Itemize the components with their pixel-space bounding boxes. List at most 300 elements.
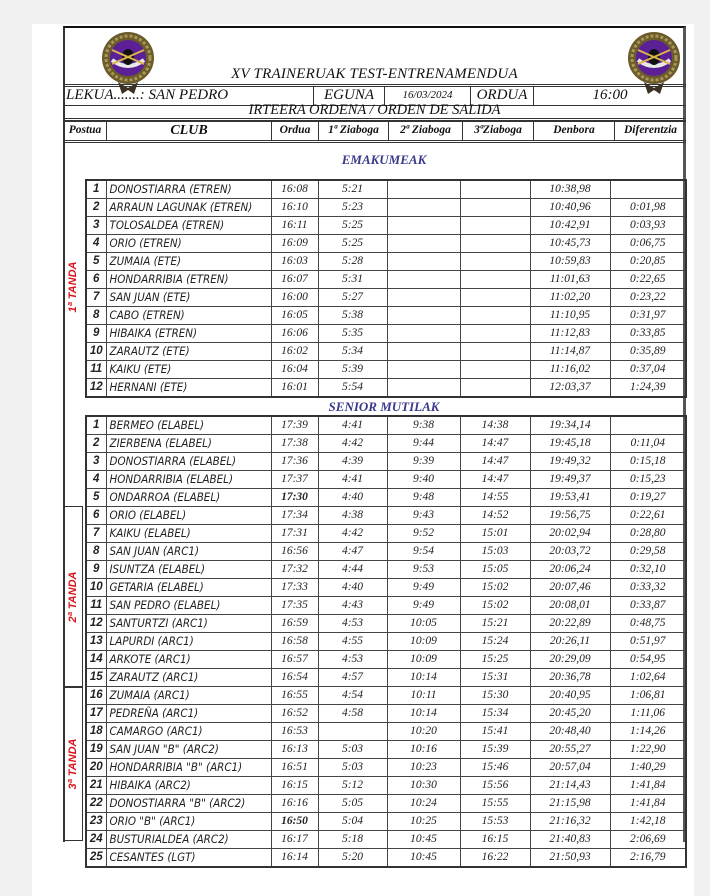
position-cell: 1 (86, 416, 106, 435)
club-cell: ARRAUN LAGUNAK (ETREN) (106, 199, 271, 217)
ziaboga-3-cell: 14:38 (460, 416, 530, 435)
denbora-cell: 11:12,83 (530, 325, 610, 343)
ziaboga-3-cell (460, 199, 530, 217)
position-cell: 6 (86, 271, 106, 289)
ziaboga-1-cell: 4:44 (318, 561, 387, 579)
diferentzia-cell (610, 416, 686, 435)
ziaboga-1-cell: 4:53 (318, 615, 387, 633)
ziaboga-1-cell: 4:55 (318, 633, 387, 651)
diferentzia-cell: 0:20,85 (610, 253, 686, 271)
diferentzia-cell (610, 180, 686, 199)
start-time-cell: 17:31 (271, 525, 318, 543)
ziaboga-2-cell (387, 199, 460, 217)
ziaboga-1-cell: 5:23 (318, 199, 387, 217)
diferentzia-cell: 0:37,04 (610, 361, 686, 379)
club-cell: HONDARRIBIA (ELABEL) (106, 471, 271, 489)
table-row (86, 343, 686, 361)
col-header-postua: Postua (68, 124, 102, 136)
diferentzia-cell: 1:41,84 (610, 795, 686, 813)
ziaboga-2-cell: 10:30 (387, 777, 460, 795)
ziaboga-2-cell: 9:48 (387, 489, 460, 507)
ziaboga-2-cell (387, 379, 460, 398)
position-cell: 3 (86, 453, 106, 471)
ziaboga-3-cell (460, 289, 530, 307)
start-time-cell: 16:56 (271, 543, 318, 561)
ziaboga-3-cell: 15:31 (460, 669, 530, 687)
position-cell: 25 (86, 849, 106, 868)
start-time-cell: 16:09 (271, 235, 318, 253)
ziaboga-1-cell: 4:53 (318, 651, 387, 669)
club-cell: GETARIA (ELABEL) (106, 579, 271, 597)
club-cell: ZARAUTZ (ARC1) (106, 669, 271, 687)
denbora-cell: 19:53,41 (530, 489, 610, 507)
ziaboga-3-cell (460, 379, 530, 398)
ziaboga-2-cell (387, 361, 460, 379)
table-row (86, 759, 686, 777)
table-row (86, 669, 686, 687)
ziaboga-2-cell: 10:14 (387, 705, 460, 723)
position-cell: 14 (86, 651, 106, 669)
denbora-cell: 20:07,46 (530, 579, 610, 597)
table-row (86, 271, 686, 289)
ziaboga-1-cell: 5:03 (318, 741, 387, 759)
club-cell: ORIO (ETREN) (106, 235, 271, 253)
ziaboga-1-cell: 5:21 (318, 180, 387, 199)
position-cell: 13 (86, 633, 106, 651)
ziaboga-1-cell: 5:38 (318, 307, 387, 325)
denbora-cell: 10:45,73 (530, 235, 610, 253)
club-cell: BUSTURIALDEA (ARC2) (106, 831, 271, 849)
ziaboga-2-cell: 10:05 (387, 615, 460, 633)
ziaboga-2-cell: 10:24 (387, 795, 460, 813)
position-cell: 20 (86, 759, 106, 777)
start-time-cell: 16:07 (271, 271, 318, 289)
position-cell: 16 (86, 687, 106, 705)
start-time-cell: 16:13 (271, 741, 318, 759)
ziaboga-3-cell: 15:56 (460, 777, 530, 795)
position-cell: 6 (86, 507, 106, 525)
ziaboga-2-cell (387, 325, 460, 343)
club-cell: HONDARRIBIA (ETREN) (106, 271, 271, 289)
ziaboga-1-cell: 5:35 (318, 325, 387, 343)
position-cell: 11 (86, 597, 106, 615)
tanda-2-group (63, 506, 83, 687)
club-cell: SAN JUAN "B" (ARC2) (106, 741, 271, 759)
position-cell: 10 (86, 343, 106, 361)
denbora-cell: 20:03,72 (530, 543, 610, 561)
club-cell: CESANTES (LGT) (106, 849, 271, 868)
start-time-cell: 16:10 (271, 199, 318, 217)
ziaboga-2-cell: 10:20 (387, 723, 460, 741)
club-cell: ZUMAIA (ETE) (106, 253, 271, 271)
diferentzia-cell: 1:14,26 (610, 723, 686, 741)
position-cell: 10 (86, 579, 106, 597)
ziaboga-1-cell: 4:54 (318, 687, 387, 705)
position-cell: 17 (86, 705, 106, 723)
diferentzia-cell: 1:11,06 (610, 705, 686, 723)
diferentzia-cell: 0:54,95 (610, 651, 686, 669)
ziaboga-2-cell: 10:45 (387, 849, 460, 868)
start-time-cell: 16:57 (271, 651, 318, 669)
results-table-senior-mutilak (85, 415, 687, 868)
ziaboga-2-cell: 9:43 (387, 507, 460, 525)
position-cell: 5 (86, 253, 106, 271)
denbora-cell: 10:38,98 (530, 180, 610, 199)
denbora-cell: 19:49,37 (530, 471, 610, 489)
ziaboga-2-cell: 10:11 (387, 687, 460, 705)
position-cell: 18 (86, 723, 106, 741)
ziaboga-3-cell (460, 217, 530, 235)
ziaboga-1-cell: 5:20 (318, 849, 387, 868)
ordua-label: ORDUA (476, 87, 528, 103)
denbora-cell: 21:50,93 (530, 849, 610, 868)
start-time-cell: 17:37 (271, 471, 318, 489)
results-table-emakumeak (85, 179, 687, 398)
tanda-3-group (63, 687, 83, 841)
denbora-cell: 10:40,96 (530, 199, 610, 217)
position-cell: 12 (86, 379, 106, 398)
ziaboga-2-cell: 10:25 (387, 813, 460, 831)
col-header-diferentzia: Diferentzia (623, 124, 678, 136)
ziaboga-1-cell: 4:43 (318, 597, 387, 615)
table-row (86, 543, 686, 561)
position-cell: 7 (86, 525, 106, 543)
table-row (86, 723, 686, 741)
position-cell: 4 (86, 471, 106, 489)
denbora-cell: 20:36,78 (530, 669, 610, 687)
ziaboga-3-cell: 14:52 (460, 507, 530, 525)
denbora-cell: 11:02,20 (530, 289, 610, 307)
ziaboga-3-cell (460, 180, 530, 199)
start-time: 16:00 (592, 87, 628, 103)
club-cell: CABO (ETREN) (106, 307, 271, 325)
club-cell: ORIO "B" (ARC1) (106, 813, 271, 831)
diferentzia-cell: 0:28,80 (610, 525, 686, 543)
start-time-cell: 17:30 (271, 489, 318, 507)
table-row (86, 289, 686, 307)
club-cell: LAPURDI (ARC1) (106, 633, 271, 651)
ziaboga-2-cell: 9:49 (387, 579, 460, 597)
ziaboga-2-cell: 9:44 (387, 435, 460, 453)
table-row (86, 741, 686, 759)
table-row (86, 199, 686, 217)
ziaboga-2-cell (387, 180, 460, 199)
ziaboga-1-cell: 4:57 (318, 669, 387, 687)
diferentzia-cell: 0:33,85 (610, 325, 686, 343)
ziaboga-2-cell (387, 289, 460, 307)
denbora-cell: 21:14,43 (530, 777, 610, 795)
ziaboga-2-cell (387, 253, 460, 271)
ziaboga-1-cell: 5:34 (318, 343, 387, 361)
ziaboga-2-cell: 9:53 (387, 561, 460, 579)
table-row (86, 489, 686, 507)
start-time-cell: 16:51 (271, 759, 318, 777)
ziaboga-1-cell: 5:25 (318, 235, 387, 253)
club-cell: ZUMAIA (ARC1) (106, 687, 271, 705)
position-cell: 3 (86, 217, 106, 235)
club-cell: BERMEO (ELABEL) (106, 416, 271, 435)
ziaboga-2-cell: 10:16 (387, 741, 460, 759)
table-row (86, 217, 686, 235)
ziaboga-1-cell: 5:03 (318, 759, 387, 777)
start-time-cell: 16:55 (271, 687, 318, 705)
table-row (86, 651, 686, 669)
table-row (86, 597, 686, 615)
diferentzia-cell: 1:06,81 (610, 687, 686, 705)
diferentzia-cell: 0:01,98 (610, 199, 686, 217)
ziaboga-1-cell: 4:42 (318, 525, 387, 543)
ziaboga-1-cell: 4:58 (318, 705, 387, 723)
table-row (86, 777, 686, 795)
position-cell: 2 (86, 199, 106, 217)
ziaboga-2-cell (387, 235, 460, 253)
ziaboga-3-cell: 15:25 (460, 651, 530, 669)
start-time-cell: 16:04 (271, 361, 318, 379)
ziaboga-3-cell: 15:55 (460, 795, 530, 813)
denbora-cell: 21:15,98 (530, 795, 610, 813)
ziaboga-2-cell (387, 271, 460, 289)
diferentzia-cell: 1:22,90 (610, 741, 686, 759)
denbora-cell: 19:45,18 (530, 435, 610, 453)
diferentzia-cell: 0:22,61 (610, 507, 686, 525)
tanda-3-label: 3ª TANDA (66, 738, 79, 790)
subtitle: IRTEERA ORDENA / ORDEN DE SALIDA (248, 102, 501, 118)
ziaboga-1-cell: 4:39 (318, 453, 387, 471)
ziaboga-3-cell: 15:02 (460, 579, 530, 597)
start-time-cell: 16:11 (271, 217, 318, 235)
ziaboga-1-cell: 5:31 (318, 271, 387, 289)
ziaboga-2-cell: 10:23 (387, 759, 460, 777)
position-cell: 21 (86, 777, 106, 795)
denbora-cell: 20:48,40 (530, 723, 610, 741)
start-time-cell: 16:53 (271, 723, 318, 741)
diferentzia-cell: 0:22,65 (610, 271, 686, 289)
section-title-senior-mutilak: SENIOR MUTILAK (328, 399, 440, 414)
diferentzia-cell: 0:32,10 (610, 561, 686, 579)
table-row (86, 705, 686, 723)
lekua-location: LEKUA.......: SAN PEDRO (66, 87, 229, 103)
table-row (86, 453, 686, 471)
ziaboga-3-cell: 14:47 (460, 453, 530, 471)
divider (63, 84, 686, 85)
start-time-cell: 16:52 (271, 705, 318, 723)
ziaboga-1-cell: 5:39 (318, 361, 387, 379)
denbora-cell: 20:26,11 (530, 633, 610, 651)
diferentzia-cell: 1:42,18 (610, 813, 686, 831)
ziaboga-1-cell: 4:40 (318, 579, 387, 597)
diferentzia-cell: 0:33,32 (610, 579, 686, 597)
club-cell: DONOSTIARRA (ETREN) (106, 180, 271, 199)
table-row (86, 471, 686, 489)
club-cell: HIBAIKA (ETREN) (106, 325, 271, 343)
diferentzia-cell: 2:06,69 (610, 831, 686, 849)
denbora-cell: 11:14,87 (530, 343, 610, 361)
denbora-cell: 20:29,09 (530, 651, 610, 669)
diferentzia-cell: 0:48,75 (610, 615, 686, 633)
club-cell: SAN JUAN (ARC1) (106, 543, 271, 561)
denbora-cell: 10:59,83 (530, 253, 610, 271)
col-header-ziaboga-3: 3ªZiaboga (474, 124, 522, 136)
ziaboga-1-cell: 5:18 (318, 831, 387, 849)
ziaboga-2-cell (387, 217, 460, 235)
ziaboga-1-cell: 4:41 (318, 416, 387, 435)
ziaboga-3-cell: 15:24 (460, 633, 530, 651)
ziaboga-3-cell: 15:53 (460, 813, 530, 831)
start-time-cell: 16:00 (271, 289, 318, 307)
position-cell: 9 (86, 561, 106, 579)
diferentzia-cell: 1:40,29 (610, 759, 686, 777)
denbora-cell: 11:01,63 (530, 271, 610, 289)
col-header-ziaboga-1: 1ª Ziaboga (328, 124, 379, 136)
table-row (86, 253, 686, 271)
start-time-cell: 16:16 (271, 795, 318, 813)
tanda-1-label: 1ª TANDA (67, 261, 79, 312)
denbora-cell: 11:10,95 (530, 307, 610, 325)
start-time-cell: 16:54 (271, 669, 318, 687)
ziaboga-3-cell: 15:05 (460, 561, 530, 579)
denbora-cell: 20:55,27 (530, 741, 610, 759)
ziaboga-2-cell: 10:14 (387, 669, 460, 687)
denbora-cell: 19:56,75 (530, 507, 610, 525)
club-cell: ZARAUTZ (ETE) (106, 343, 271, 361)
ziaboga-2-cell: 9:39 (387, 453, 460, 471)
diferentzia-cell: 0:03,93 (610, 217, 686, 235)
col-header-denbora: Denbora (553, 124, 595, 136)
position-cell: 1 (86, 180, 106, 199)
denbora-cell: 20:22,89 (530, 615, 610, 633)
ziaboga-2-cell (387, 307, 460, 325)
ziaboga-1-cell: 5:25 (318, 217, 387, 235)
table-row (86, 795, 686, 813)
diferentzia-cell: 0:11,04 (610, 435, 686, 453)
ziaboga-3-cell (460, 361, 530, 379)
diferentzia-cell: 0:33,87 (610, 597, 686, 615)
start-time-cell: 17:36 (271, 453, 318, 471)
table-row (86, 831, 686, 849)
club-cell: ORIO (ELABEL) (106, 507, 271, 525)
denbora-cell: 20:40,95 (530, 687, 610, 705)
ziaboga-2-cell: 9:52 (387, 525, 460, 543)
start-time-cell: 16:08 (271, 180, 318, 199)
ziaboga-3-cell: 15:34 (460, 705, 530, 723)
ziaboga-1-cell: 5:54 (318, 379, 387, 398)
position-cell: 9 (86, 325, 106, 343)
start-time-cell: 17:34 (271, 507, 318, 525)
table-row (86, 579, 686, 597)
position-cell: 4 (86, 235, 106, 253)
ziaboga-1-cell: 5:27 (318, 289, 387, 307)
position-cell: 5 (86, 489, 106, 507)
club-cell: ZIERBENA (ELABEL) (106, 435, 271, 453)
club-cell: HONDARRIBIA "B" (ARC1) (106, 759, 271, 777)
table-row (86, 813, 686, 831)
ziaboga-1-cell: 5:04 (318, 813, 387, 831)
club-cell: KAIKU (ETE) (106, 361, 271, 379)
ziaboga-1-cell: 5:05 (318, 795, 387, 813)
denbora-cell: 21:40,83 (530, 831, 610, 849)
ziaboga-3-cell (460, 253, 530, 271)
start-time-cell: 17:33 (271, 579, 318, 597)
start-time-cell: 16:15 (271, 777, 318, 795)
table-row (86, 379, 686, 398)
club-cell: SAN PEDRO (ELABEL) (106, 597, 271, 615)
ziaboga-3-cell: 15:21 (460, 615, 530, 633)
diferentzia-cell: 1:24,39 (610, 379, 686, 398)
club-cell: DONOSTIARRA "B" (ARC2) (106, 795, 271, 813)
eguna-label: EGUNA (324, 87, 374, 103)
ziaboga-3-cell: 15:03 (460, 543, 530, 561)
position-cell: 8 (86, 543, 106, 561)
table-row (86, 615, 686, 633)
diferentzia-cell: 0:06,75 (610, 235, 686, 253)
denbora-cell: 11:16,02 (530, 361, 610, 379)
ziaboga-1-cell: 4:41 (318, 471, 387, 489)
position-cell: 11 (86, 361, 106, 379)
club-cell: HERNANI (ETE) (106, 379, 271, 398)
ziaboga-3-cell: 14:55 (460, 489, 530, 507)
ziaboga-3-cell: 14:47 (460, 435, 530, 453)
ziaboga-2-cell: 10:45 (387, 831, 460, 849)
club-cell: SAN JUAN (ETE) (106, 289, 271, 307)
position-cell: 7 (86, 289, 106, 307)
start-time-cell: 16:50 (271, 813, 318, 831)
position-cell: 24 (86, 831, 106, 849)
ziaboga-2-cell: 9:40 (387, 471, 460, 489)
diferentzia-cell: 0:23,22 (610, 289, 686, 307)
ziaboga-2-cell: 9:38 (387, 416, 460, 435)
ziaboga-2-cell: 9:54 (387, 543, 460, 561)
divider (63, 140, 686, 141)
table-row (86, 561, 686, 579)
ziaboga-3-cell: 15:02 (460, 597, 530, 615)
tanda-1-group (63, 178, 83, 395)
position-cell: 23 (86, 813, 106, 831)
ziaboga-1-cell: 5:12 (318, 777, 387, 795)
ziaboga-1-cell: 4:42 (318, 435, 387, 453)
ziaboga-3-cell: 16:15 (460, 831, 530, 849)
club-cell: DONOSTIARRA (ELABEL) (106, 453, 271, 471)
table-row (86, 687, 686, 705)
col-header-ordua: Ordua (279, 124, 311, 136)
position-cell: 15 (86, 669, 106, 687)
ziaboga-1-cell: 4:47 (318, 543, 387, 561)
club-cell: KAIKU (ELABEL) (106, 525, 271, 543)
diferentzia-cell: 0:31,97 (610, 307, 686, 325)
club-cell: SANTURTZI (ARC1) (106, 615, 271, 633)
table-row (86, 307, 686, 325)
denbora-cell: 12:03,37 (530, 379, 610, 398)
diferentzia-cell: 0:15,18 (610, 453, 686, 471)
start-time-cell: 16:02 (271, 343, 318, 361)
table-row (86, 235, 686, 253)
club-cell: ISUNTZA (ELABEL) (106, 561, 271, 579)
ziaboga-2-cell (387, 343, 460, 361)
position-cell: 8 (86, 307, 106, 325)
club-cell: HIBAIKA (ARC2) (106, 777, 271, 795)
date-value: 16/03/2024 (402, 89, 453, 101)
col-header-ziaboga-2: 2ª Ziaboga (400, 124, 451, 136)
start-time-cell: 16:01 (271, 379, 318, 398)
diferentzia-cell: 1:02,64 (610, 669, 686, 687)
document-title: XV TRAINERUAK TEST-ENTRENAMENDUA (231, 66, 518, 82)
start-time-cell: 17:38 (271, 435, 318, 453)
tanda-2-label: 2ª TANDA (66, 571, 79, 622)
start-time-cell: 16:05 (271, 307, 318, 325)
ziaboga-3-cell (460, 307, 530, 325)
position-cell: 19 (86, 741, 106, 759)
denbora-cell: 19:49,32 (530, 453, 610, 471)
ziaboga-3-cell (460, 325, 530, 343)
